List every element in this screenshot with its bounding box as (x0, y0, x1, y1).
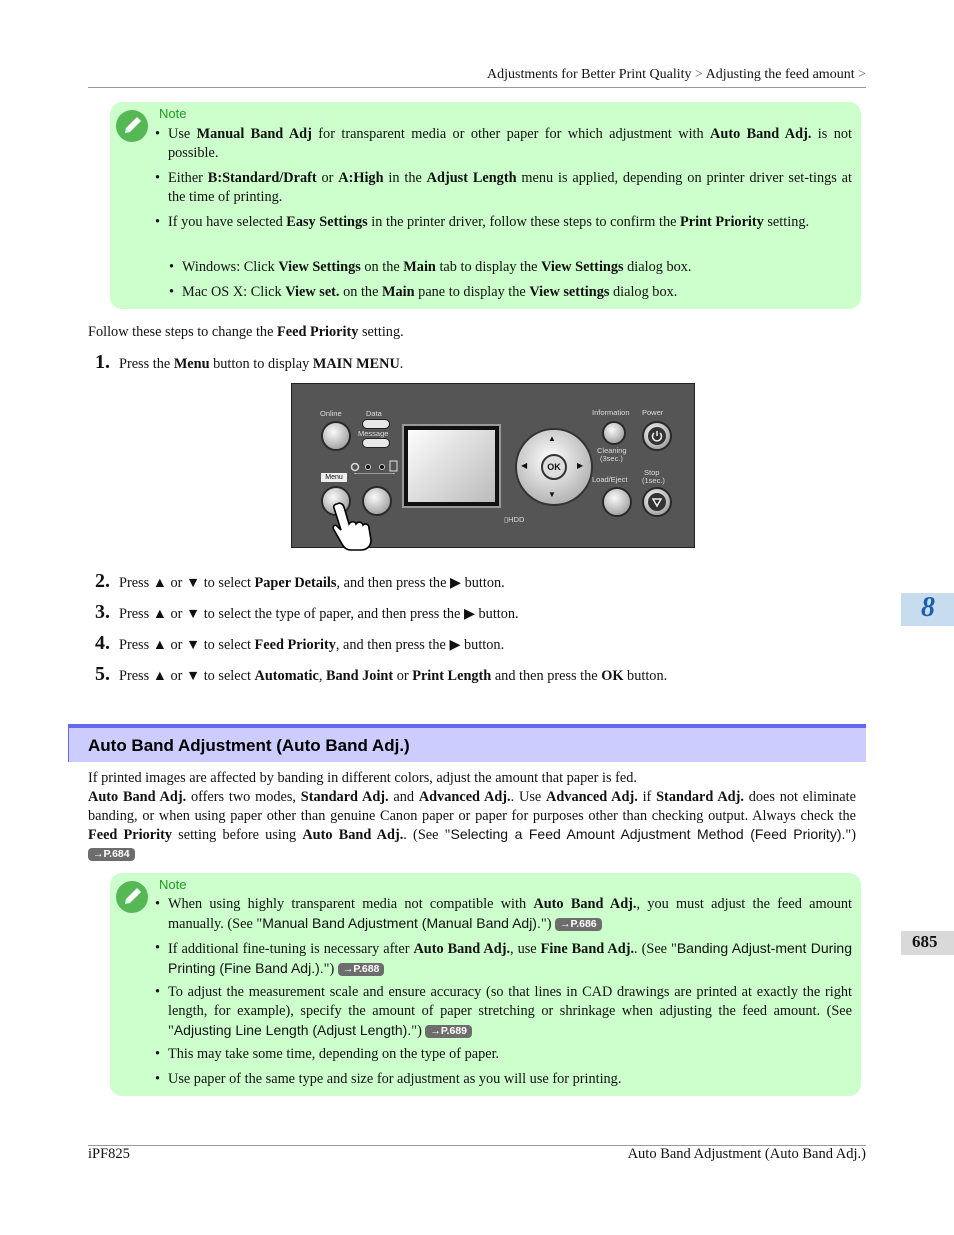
direction-pad[interactable] (515, 428, 593, 506)
note-bullet: • Either B:Standard/Draft or A:High in the Adjust Length menu is applied, depending on printer driver set-tings at the time of printing. (155, 170, 853, 205)
cleaning-label: Cleaning (597, 446, 627, 455)
pencil-icon (116, 881, 148, 913)
section-title: Auto Band Adjustment (Auto Band Adj.) (88, 736, 410, 755)
message-lamp (362, 438, 390, 448)
cross-reference[interactable]: Adjusting Line Length (Adjust Length). (173, 1022, 412, 1038)
page-header (88, 67, 866, 83)
note-sub-bullet: • Windows: Click View Settings on the Main tab to display the View Settings dialog box. (169, 259, 692, 275)
up-arrow-icon[interactable]: ▲ (548, 434, 556, 443)
pencil-icon (116, 110, 148, 142)
load-eject-button[interactable] (602, 487, 632, 517)
ink-indicator-icons (350, 460, 396, 470)
load-eject-label: Load/Eject (592, 475, 628, 484)
note-bullet: • When using highly transparent media not compatible with Auto Band Adj., you must adjust the feed amount manually. (See "Manual Band Adjustment (Manual Band Adj).") →P.686 (155, 896, 852, 932)
down-arrow-icon[interactable]: ▼ (548, 490, 556, 499)
data-label: Data (366, 409, 382, 418)
breadcrumb-2[interactable]: Adjusting the feed amount (705, 67, 855, 82)
stop-button[interactable] (642, 487, 672, 517)
breadcrumb-sep: > (695, 67, 703, 82)
page-link-684[interactable]: →P.684 (88, 848, 135, 861)
page-link-689[interactable]: →P.689 (425, 1025, 472, 1038)
online-label: Online (320, 409, 342, 418)
stop-icon (644, 489, 670, 515)
chapter-tab[interactable] (901, 593, 954, 626)
footer-section: Auto Band Adjustment (Auto Band Adj.) (627, 1146, 866, 1162)
header-rule (88, 87, 866, 88)
information-button[interactable] (602, 421, 626, 445)
power-label: Power (642, 408, 664, 417)
power-icon (644, 423, 670, 449)
note-sub-bullet: • Mac OS X: Click View set. on the Main pane to display the View settings dialog box. (169, 284, 678, 300)
note-bullet: • Use paper of the same type and size for adjustment as you will use for printing. (155, 1071, 622, 1087)
hdd-label: ▯HDD (504, 515, 525, 524)
body-paragraph-1: If printed images are affected by banding in different colors, adjust the amount that paper is fed. (88, 770, 637, 786)
hdd-icon: ▯ (504, 515, 509, 524)
intro-text: Follow these steps to change the Feed Priority setting. (88, 324, 404, 340)
online-button[interactable] (321, 421, 351, 451)
menu-label: Menu (321, 473, 347, 482)
stop-label: Stop (644, 468, 660, 477)
page-number: 685 (912, 932, 938, 951)
section-heading-bar (68, 724, 866, 762)
breadcrumb-1[interactable]: Adjustments for Better Print Quality (487, 67, 692, 82)
display-screen (402, 424, 501, 508)
cross-reference[interactable]: Selecting a Feed Amount Adjustment Method (Feed Priority). (450, 826, 846, 842)
breadcrumb-sep: > (858, 67, 866, 82)
ok-button[interactable]: OK (541, 454, 567, 480)
page-number-tab (901, 931, 954, 955)
chapter-number: 8 (921, 592, 935, 623)
cross-reference[interactable]: Manual Band Adjustment (Manual Band Adj). (262, 915, 541, 931)
page-link-686[interactable]: →P.686 (555, 918, 602, 931)
right-arrow-icon[interactable]: ▶ (577, 461, 584, 470)
cross-reference[interactable]: Banding Adjust-ment During Printing (Fine Band Adj.). (168, 940, 852, 976)
power-button[interactable] (642, 421, 672, 451)
note-bullet: • This may take some time, depending on the type of paper. (155, 1046, 500, 1062)
note-label: Note (159, 877, 187, 892)
stop-sub-label: (1sec.) (642, 476, 665, 485)
note-bullet: • If additional fine-tuning is necessary after Auto Band Adj., use Fine Band Adj.. (See "Banding Adjust-ment During Printing (Fine Band Adj.).") →P.688 (155, 940, 852, 977)
page-link-688[interactable]: →P.688 (338, 963, 385, 976)
cleaning-sub-label: (3sec.) (600, 454, 623, 463)
body-paragraph-2: Auto Band Adj. offers two modes, Standard Adj. and Advanced Adj.. Use Advanced Adj. if Standard Adj. does not eliminate banding, or when using paper other than genuine Canon paper or paper for purposes other than checking output. Always check the Feed Priority setting before using Auto Band Adj.. (See "Selecting a Feed Amount Adjustment Method (Feed Priority).") →P.684 (88, 789, 856, 860)
pointing-hand-icon (329, 502, 383, 554)
message-label: Message (358, 429, 389, 438)
note-bullet: • Use Manual Band Adj for transparent media or other paper for which adjustment with Auto Band Adj. is not possible. (155, 126, 852, 161)
note-box (110, 873, 861, 1096)
note-label: Note (159, 106, 187, 121)
left-arrow-icon[interactable]: ◀ (521, 461, 528, 470)
note-box (110, 102, 861, 309)
note-bullet: • If you have selected Easy Settings in the printer driver, follow these steps to confirm the Print Priority setting. (155, 214, 810, 230)
note-bullet: • To adjust the measurement scale and ensure accuracy (so that lines in CAD drawings are printed at exactly the right length, for example), specify the amount of paper stretching or shrinkage when adjusting the feed amount. (See "Adjusting Line Length (Adjust Length).") →P.689 (155, 984, 852, 1039)
footer-model: iPF825 (88, 1146, 130, 1162)
control-panel-illustration (291, 383, 695, 548)
data-lamp (362, 419, 390, 429)
information-label: Information (592, 408, 630, 417)
